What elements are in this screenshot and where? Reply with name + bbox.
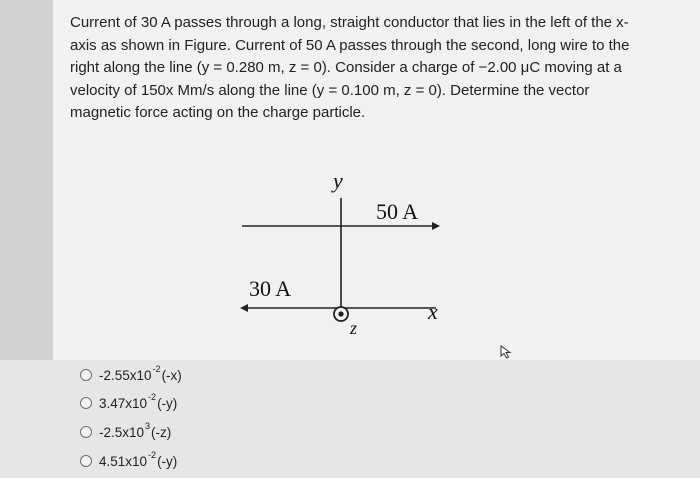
pointer-cursor-icon bbox=[500, 345, 514, 359]
lower-wire-arrowhead bbox=[240, 304, 248, 312]
option-direction: (-z) bbox=[151, 424, 172, 440]
option-exponent: -2 bbox=[152, 364, 161, 374]
x-axis-label: x bbox=[428, 299, 438, 324]
option-mantissa: 4.51x10 bbox=[99, 453, 148, 469]
radio-button[interactable] bbox=[80, 369, 92, 381]
radio-button[interactable] bbox=[80, 455, 92, 467]
option-mantissa: 3.47x10 bbox=[99, 395, 148, 411]
option-1[interactable] bbox=[80, 364, 182, 386]
question-text: Current of 30 A passes through a long, straight conductor that lies in the left of the x-axis as shown in Figure. Current of 50 A passes through the second, long wire to the right along the line (y = 0.280 m, z = 0). Consider a charge of −2.00 μC moving at a velocity of 150x Mm/s along the line (y = 0.100 m, z = 0). Determine the vector magnetic force acting on the charge particle. bbox=[70, 14, 630, 121]
option-direction: (-y) bbox=[157, 453, 178, 469]
option-3[interactable] bbox=[80, 421, 171, 443]
option-mantissa: -2.5x10 bbox=[99, 424, 145, 440]
answer-options bbox=[0, 360, 700, 478]
y-axis-label: y bbox=[333, 168, 343, 193]
option-direction: (-x) bbox=[161, 367, 182, 383]
option-exponent: -2 bbox=[148, 450, 157, 460]
wire-figure bbox=[236, 168, 456, 338]
out-of-page-dot-icon bbox=[334, 307, 348, 321]
radio-button[interactable] bbox=[80, 397, 92, 409]
option-direction: (-y) bbox=[157, 395, 178, 411]
option-exponent: 3 bbox=[145, 421, 151, 431]
lower-wire-current-label: 30 A bbox=[249, 276, 292, 301]
upper-wire-arrowhead bbox=[432, 222, 440, 230]
upper-wire-current-label: 50 A bbox=[376, 199, 419, 224]
option-exponent: -2 bbox=[148, 392, 157, 402]
radio-button[interactable] bbox=[80, 426, 92, 438]
z-axis-label: z bbox=[350, 318, 358, 338]
option-4[interactable] bbox=[80, 450, 177, 472]
option-mantissa: -2.55x10 bbox=[99, 367, 152, 383]
option-2[interactable] bbox=[80, 392, 177, 414]
